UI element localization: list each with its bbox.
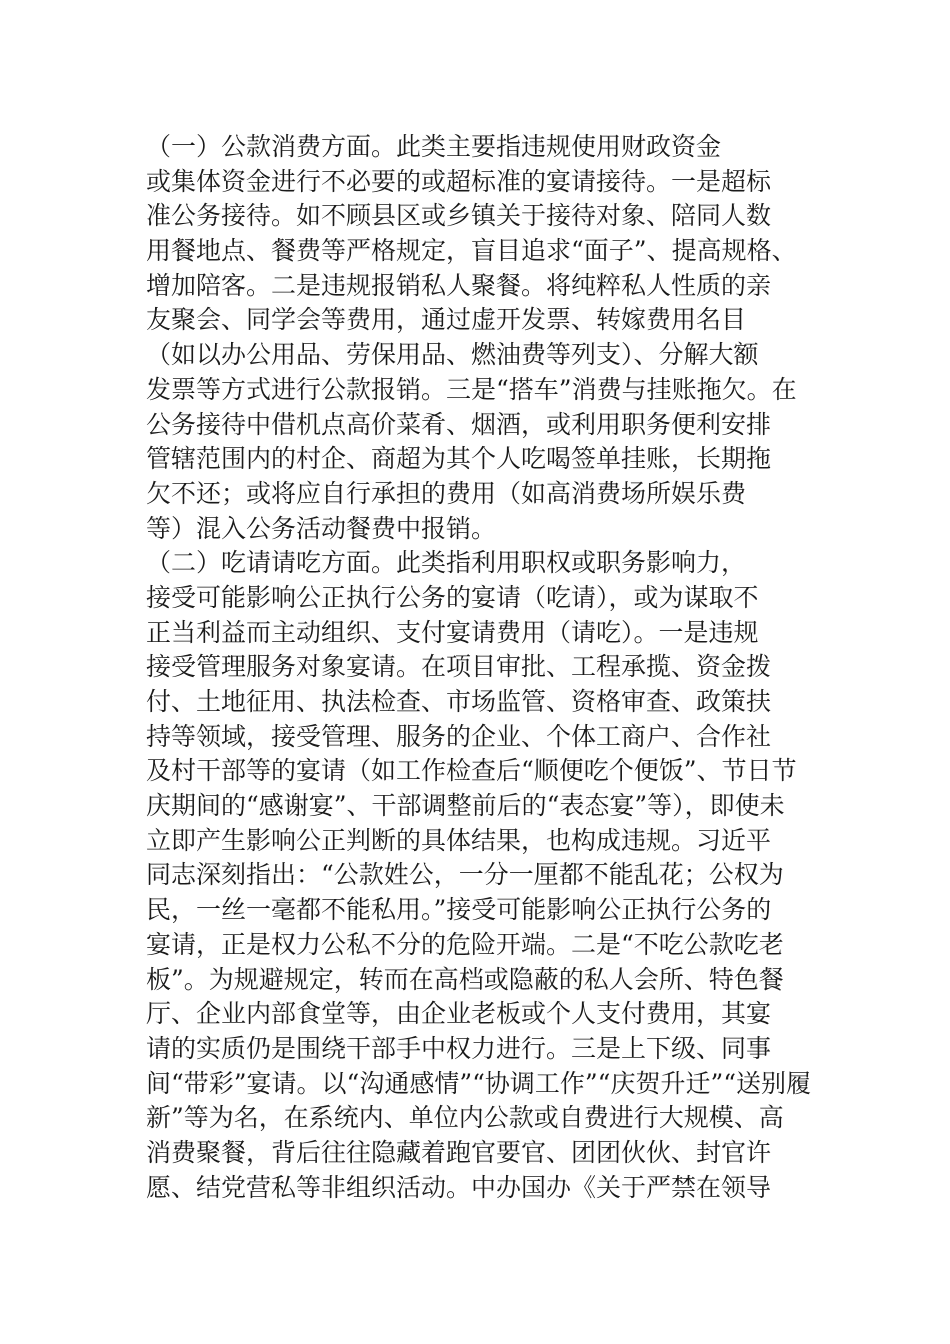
text-line: 请的实质仍是围绕干部手中权力进行。三是上下级、同事 [146,1033,772,1063]
text-line: 消费聚餐，背后往往隐藏着跑官要官、团团伙伙、封官许 [146,1137,772,1167]
text-line: 厅、企业内部食堂等，由企业老板或个人支付费用，其宴 [146,999,772,1029]
text-line: （二）吃请请吃方面。此类指利用职权或职务影响力， [146,548,747,578]
text-line: 立即产生影响公正判断的具体结果，也构成违规。习近平 [146,825,772,855]
text-line: 民，一丝一毫都不能私用。”接受可能影响公正执行公务的 [146,895,772,925]
text-line: 发票等方式进行公款报销。三是“搭车”消费与挂账拖欠。在 [146,374,797,404]
text-line: 及村干部等的宴请（如工作检查后“顺便吃个便饭”、节日节 [146,756,797,786]
text-line: 同志深刻指出：“公款姓公，一分一厘都不能乱花；公权为 [146,860,784,890]
text-line: 间“带彩”宴请。以“沟通感情”“协调工作”“庆贺升迁”“送别履 [146,1068,812,1098]
text-line: 庆期间的“感谢宴”、干部调整前后的“表态宴”等），即使未 [146,791,785,821]
text-line: 准公务接待。如不顾县区或乡镇关于接待对象、陪同人数 [146,201,772,231]
text-line: 愿、结党营私等非组织活动。中办国办《关于严禁在领导 [146,1172,772,1202]
text-line: 板”。为规避规定，转而在高档或隐蔽的私人会所、特色餐 [146,964,784,994]
text-line: 正当利益而主动组织、支付宴请费用（请吃）。一是违规 [146,617,759,647]
text-line: （如以办公用品、劳保用品、燃油费等列支）、分解大额 [146,340,759,370]
text-line: 用餐地点、餐费等严格规定，盲目追求“面子”、提高规格、 [146,236,797,266]
text-line: 欠不还；或将应自行承担的费用（如高消费场所娱乐费 [146,478,747,508]
text-line: 或集体资金进行不必要的或超标准的宴请接待。一是超标 [146,166,772,196]
text-line: 等）混入公务活动餐费中报销。 [146,513,497,543]
text-line: 接受可能影响公正执行公务的宴请（吃请），或为谋取不 [146,582,759,612]
text-line: 公务接待中借机点高价菜肴、烟酒，或利用职务便利安排 [146,409,772,439]
text-line: 新”等为名，在系统内、单位内公款或自费进行大规模、高 [146,1103,784,1133]
text-line: 宴请，正是权力公私不分的危险开端。二是“不吃公款吃老 [146,929,784,959]
text-line: 持等领域，接受管理、服务的企业、个体工商户、合作社 [146,721,772,751]
text-line: 增加陪客。二是违规报销私人聚餐。将纯粹私人性质的亲 [146,270,772,300]
text-line: （一）公款消费方面。此类主要指违规使用财政资金 [146,132,722,161]
text-line: 管辖范围内的村企、商超为其个人吃喝签单挂账，长期拖 [146,444,772,474]
text-line: 友聚会、同学会等费用，通过虚开发票、转嫁费用名目 [146,305,747,335]
text-line: 接受管理服务对象宴请。在项目审批、工程承揽、资金拨 [146,652,772,682]
text-line: 付、土地征用、执法检查、市场监管、资格审查、政策扶 [146,687,772,716]
document-body [146,130,826,1205]
